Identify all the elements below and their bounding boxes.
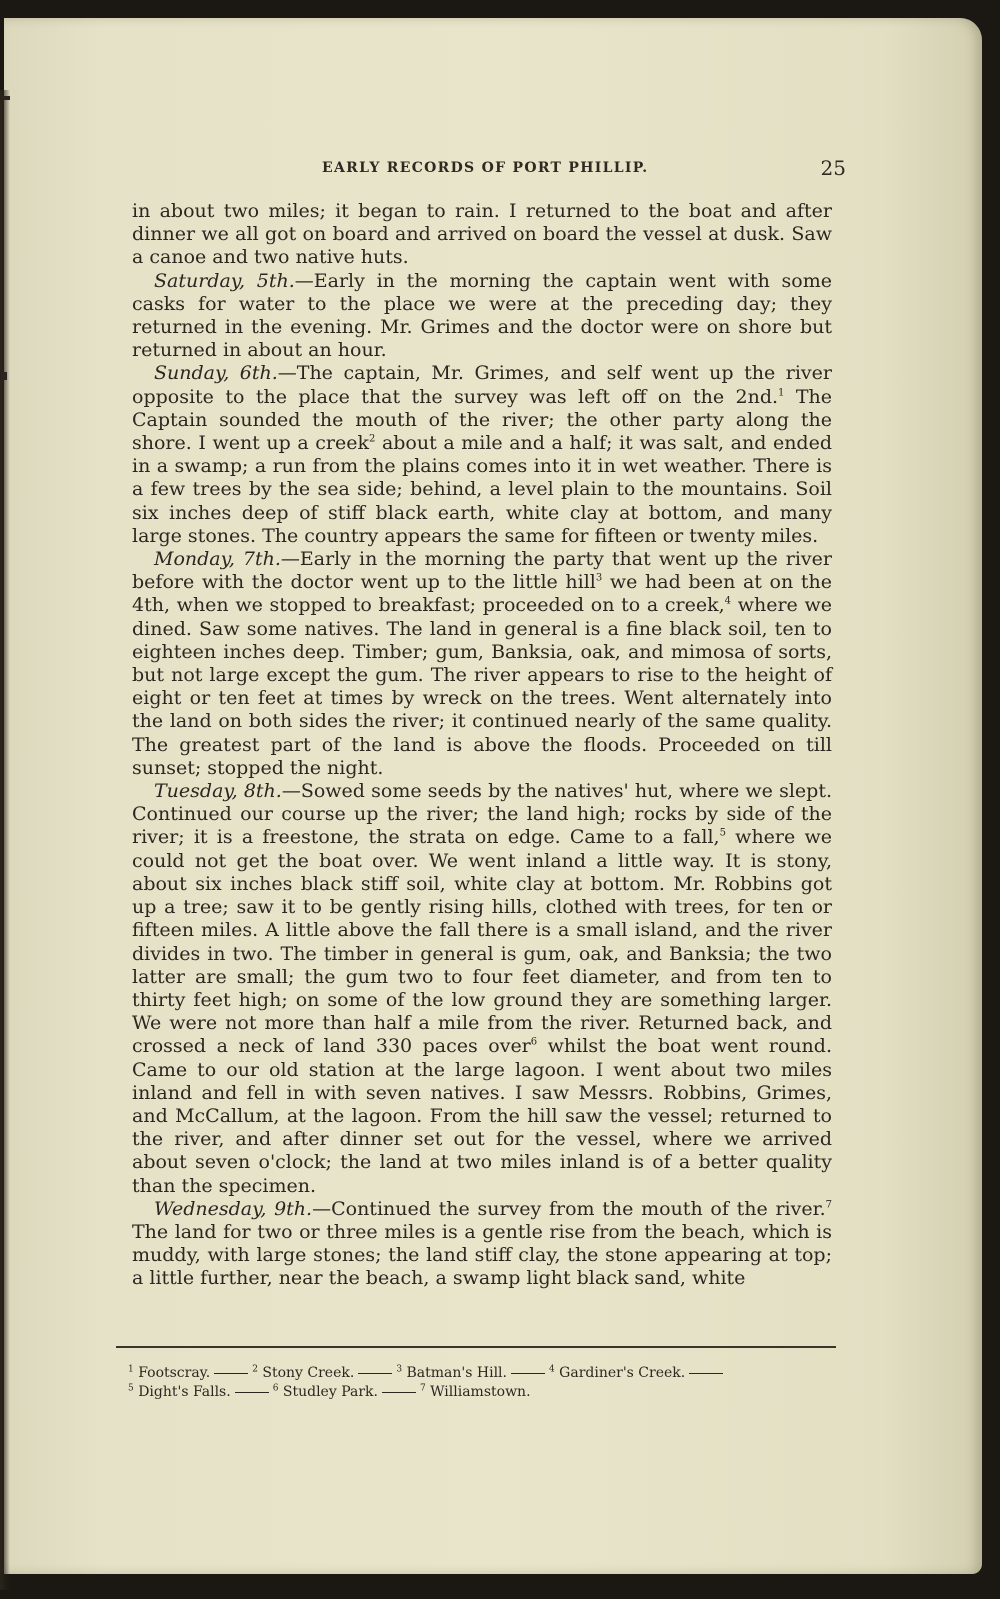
paragraph-text: —Early in the morning the captain went with some casks for water to the place we were at the preceding day; they returned in the evening. Mr. Grimes and the doctor were on shore but returned in about an hour. <box>132 269 833 362</box>
paragraph <box>132 200 832 270</box>
footnote-number: 1 <box>128 1364 134 1375</box>
entry-date: Tuesday, 8th. <box>154 780 282 803</box>
footnote-ref: 3 <box>595 572 603 584</box>
page-number: 25 <box>820 156 846 180</box>
footnote-number: 5 <box>128 1383 134 1394</box>
body-text <box>132 200 832 1291</box>
footnote-text: Dight's Falls. <box>138 1384 231 1400</box>
margin-mark <box>2 96 10 100</box>
footnote-text: Gardiner's Creek. <box>559 1365 686 1381</box>
footnote-dash <box>235 1392 269 1393</box>
footnote <box>128 1365 210 1381</box>
paragraph-text: —Sowed some seeds by the natives' hut, where we slept. Continued our course up the river; the land high; rocks by side of the river; it is a freestone, the strata on edge. Came to a fall, <box>132 780 832 849</box>
footnote-ref: 6 <box>530 1036 538 1048</box>
footnote <box>396 1365 507 1381</box>
paragraph <box>132 270 832 363</box>
footnote-ref: 4 <box>724 596 732 608</box>
footnote-ref: 1 <box>778 387 785 399</box>
footnote-number: 6 <box>272 1383 279 1394</box>
footnote-dash <box>689 1373 723 1374</box>
footnote-ref: 2 <box>369 433 376 445</box>
running-title: EARLY RECORDS OF PORT PHILLIP. <box>322 160 649 176</box>
footnote-line <box>128 1383 848 1402</box>
paragraph-text: where we dined. Saw some natives. The land in general is a fine black soil, ten to eighteen inches deep. Timber; gum, Banksia, oak, and mimosa of sorts, but not large except the gum. The river appears to rise to the height of eight or ten feet at times by wreck on the trees. Went alternately into the land on both sides the river; it continued nearly of the same quality. The greatest part of the land is above the floods. Proceeded on till sunset; stopped the night. <box>132 594 832 779</box>
paragraph-text: The land for two or three miles is a gentle rise from the beach, which is muddy, with large stones; the land stiff clay, the stone appearing at top; a little further, near the beach, a swamp light black sand, white <box>132 1220 832 1290</box>
footnote-number: 4 <box>548 1364 555 1375</box>
entry-date: Wednesday, 9th. <box>154 1197 313 1220</box>
footnote-text: Stony Creek. <box>262 1365 355 1381</box>
footnote-number: 2 <box>252 1364 258 1375</box>
paragraph-text: The Captain sounded the mouth of the river; the other party along the shore. I went up a creek <box>132 385 832 455</box>
paragraph-text: where we could not get the boat over. We went inland a little way. It is stony, about six inches black stiff soil, white clay at bottom. Mr. Robbins got up a tree; saw it to be gently rising hills, clothed with trees, for ten or fifteen miles. A little above the fall there is a small island, and the river divides in two. The timber in general is gum, oak, and Banksia; the two latter are small; the gum two to four feet diameter, and from ten to thirty feet high; on some of the low ground they are something larger. We were not more than half a mile from the river. Returned back, and crossed a neck of land 330 paces over <box>132 826 832 1058</box>
paragraph-text: in about two miles; it began to rain. I returned to the boat and after dinner we all got on board and arrived on board the vessel at dusk. Saw a canoe and two native huts. <box>132 200 832 269</box>
footnote-ref: 5 <box>719 828 726 840</box>
footnote-rule <box>116 1346 836 1348</box>
footnote <box>128 1384 231 1400</box>
footnote-text: Williamstown. <box>430 1384 531 1400</box>
footnote <box>252 1365 354 1381</box>
footnote-dash <box>214 1373 248 1374</box>
entry-date: Monday, 7th. <box>154 548 281 571</box>
footnote <box>420 1384 531 1400</box>
paragraph-text: —Early in the morning the party that went up the river before with the doctor went up to the little hill <box>132 548 832 594</box>
page-edge-shadow <box>0 90 10 1590</box>
paragraph-text: —The captain, Mr. Grimes, and self went up the river opposite to the place that the survey was left off on the 2nd. <box>132 362 832 408</box>
footnote-text: Footscray. <box>138 1365 211 1381</box>
footnote-line <box>128 1364 848 1383</box>
footnote-dash <box>382 1392 416 1393</box>
margin-mark <box>2 372 7 380</box>
footnote <box>273 1384 378 1400</box>
paragraph <box>132 780 832 1198</box>
paragraph-text: whilst the boat went round. Came to our old station at the large lagoon. I went about two miles inland and fell in with seven natives. I saw Messrs. Robbins, Grimes, and McCallum, at the lagoon. From the hill saw the vessel; returned to the river, and after dinner set out for the vessel, where we arrived about seven o'clock; the land at two miles inland is of a better quality than the specimen. <box>132 1035 833 1197</box>
entry-date: Sunday, 6th. <box>154 362 278 385</box>
footnote-number: 3 <box>396 1364 403 1375</box>
paragraph-text: we had been at on the 4th, when we stopped to breakfast; proceeded on to a creek, <box>132 571 832 617</box>
footnote <box>549 1365 685 1381</box>
footnote-number: 7 <box>419 1383 426 1394</box>
paragraph-text: —Continued the survey from the mouth of the river. <box>312 1197 826 1220</box>
entry-date: Saturday, 5th. <box>154 269 295 292</box>
footnote-ref: 7 <box>825 1199 832 1211</box>
footnote-text: Studley Park. <box>282 1384 378 1400</box>
paragraph <box>132 548 832 780</box>
paragraph <box>132 362 832 548</box>
paragraph <box>132 1198 832 1291</box>
footnote-text: Batman's Hill. <box>406 1365 507 1381</box>
footnote-dash <box>511 1373 545 1374</box>
footnote-dash <box>358 1373 392 1374</box>
footnotes <box>128 1364 848 1402</box>
paragraph-text: about a mile and a half; it was salt, and ended in a swamp; a run from the plains comes into it in wet weather. There is a few trees by the sea side; behind, a level plain to the mountains. Soil six inches deep of stiff black earth, white clay at bottom, and many large stones. The country appears the same for fifteen or twenty miles. <box>132 432 832 547</box>
